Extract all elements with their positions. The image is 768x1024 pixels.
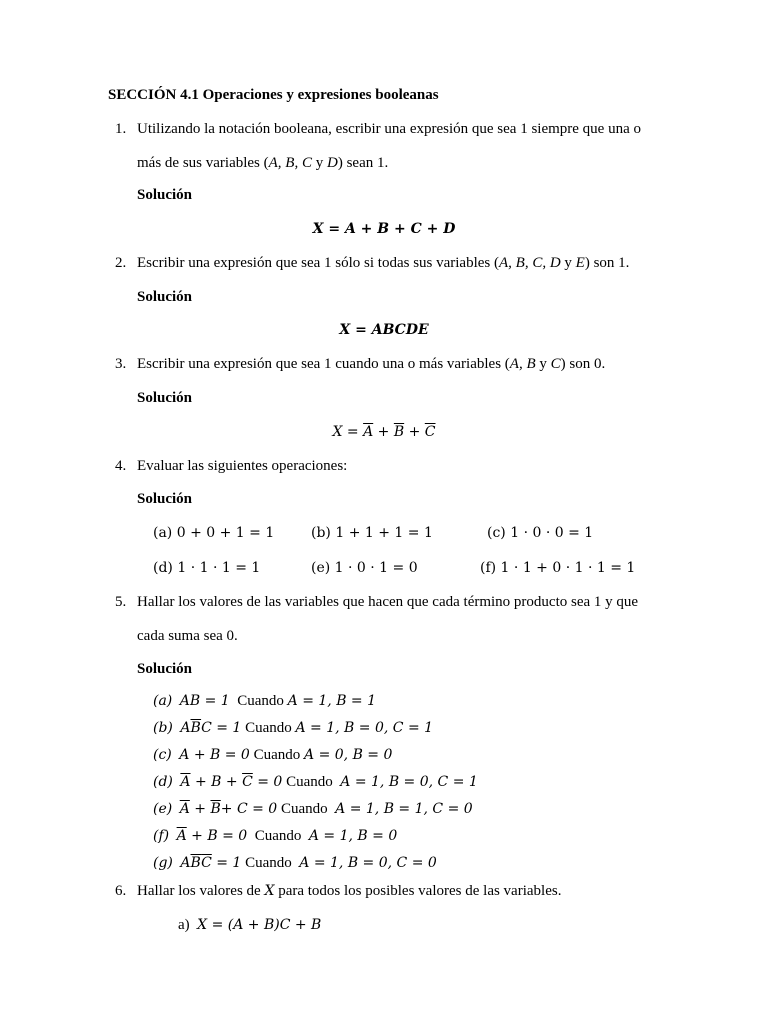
q5-item-f: (f) $\overline{A} + B = 0$ Cuando A = 1, B = 0	[153, 828, 398, 844]
q5-item-c: (c) A + B = 0 Cuando A = 0, B = 0	[153, 747, 393, 763]
q5-item-a: (a) AB = 1 Cuando A = 1, B = 1	[153, 693, 377, 709]
q5-item-d: (d) $\overline{A} + B + \overline{C} = 0$ Cuando A = 1, B = 0, C = 1	[153, 774, 478, 790]
q2-answer: X = ABCDE	[339, 322, 429, 338]
q5-item-e: (e) $\overline{A} + \overline{B}+ C = 0$ Cuando A = 1, B = 1, C = 0	[153, 801, 473, 817]
q4-op-a: (a) 0 + 0 + 1 = 1	[153, 525, 275, 541]
q1-number: 1.	[115, 121, 127, 137]
q1-line1: Utilizando la notación booleana, escribir una expresión que sea 1 siempre que una o	[137, 121, 641, 137]
q5-item-b: (b) $A\overline{B}C = 1$ Cuando A = 1, B = 0, C = 1	[153, 720, 434, 736]
q4-op-e: (e) 1 · 0 · 1 = 0	[311, 560, 418, 576]
q6-number: 6.	[115, 883, 127, 899]
q5-solution-label: Solución	[137, 661, 193, 677]
q4-solution-label: Solución	[137, 491, 193, 507]
q4-op-f: (f) 1 · 1 + 0 · 1 · 1 = 1	[480, 560, 636, 576]
q2-text: Escribir una expresión que sea 1 sólo si todas sus variables (A, B, C, D y E) son 1.	[137, 255, 630, 271]
q1-solution-label: Solución	[137, 187, 193, 203]
q6-text: Hallar los valores de X para todos los posibles valores de las variables.	[137, 883, 562, 899]
q2-solution-label: Solución	[137, 289, 193, 305]
q3-number: 3.	[115, 356, 127, 372]
q4-text: Evaluar las siguientes operaciones:	[137, 458, 348, 474]
q3-text: Escribir una expresión que sea 1 cuando una o más variables (A, B y C) son 0.	[137, 356, 606, 372]
q4-number: 4.	[115, 458, 127, 474]
q5-line2: cada suma sea 0.	[137, 628, 238, 644]
q1-line2: más de sus variables (A, B, C y D) sean 1.	[137, 155, 389, 171]
section-title: SECCIÓN 4.1 Operaciones y expresiones booleanas	[108, 87, 439, 103]
q5-number: 5.	[115, 594, 127, 610]
q5-item-g: (g) $A\overline{B}\overline{C} = 1$ Cuando A = 1, B = 0, C = 0	[153, 855, 437, 871]
q4-op-b: (b) 1 + 1 + 1 = 1	[311, 525, 433, 541]
q4-op-c: (c) 1 · 0 · 0 = 1	[487, 525, 594, 541]
q1-answer: X = A + B + C + D	[312, 221, 456, 237]
q6-sub-a: a) X = (A + B)C + B	[178, 917, 322, 933]
q2-number: 2.	[115, 255, 127, 271]
q4-op-d: (d) 1 · 1 · 1 = 1	[153, 560, 261, 576]
q3-answer: $X = \overline{A} + \overline{B} + \overline{C}$	[332, 424, 436, 440]
q5-line1: Hallar los valores de las variables que hacen que cada término producto sea 1 y que	[137, 594, 639, 610]
q3-solution-label: Solución	[137, 390, 193, 406]
